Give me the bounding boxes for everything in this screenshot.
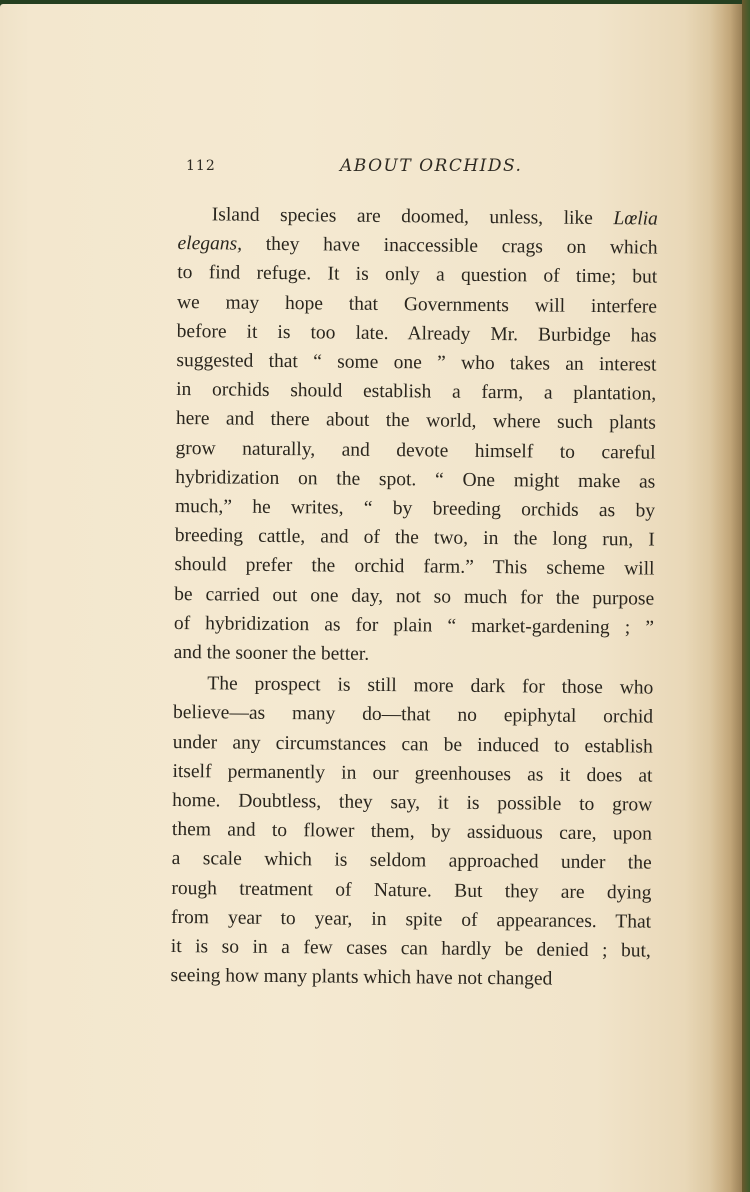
text-line xyxy=(174,638,654,672)
book-spine xyxy=(742,0,750,1192)
italic-text: elegans, xyxy=(177,233,243,255)
text-line xyxy=(175,463,655,497)
text-line xyxy=(174,550,654,584)
text-line xyxy=(172,757,652,791)
page-number: 112 xyxy=(186,158,216,174)
text-line xyxy=(171,903,651,937)
line-text: be carried out one day, not so much for the purpose xyxy=(174,583,655,610)
text-line xyxy=(172,815,652,849)
page-header xyxy=(180,156,660,186)
text-line xyxy=(177,229,657,263)
line-text: grow naturally, and devote himself to careful xyxy=(175,437,656,464)
line-text: them and to flower them, by assiduous care, upon xyxy=(171,819,653,845)
line-text: before it is too late. Already Mr. Burbidge has xyxy=(176,320,657,347)
line-text: breeding cattle, and of the two, in the long run, I xyxy=(174,525,655,551)
text-line xyxy=(175,434,655,468)
text-line xyxy=(172,786,652,820)
line-text: itself permanently in our greenhouses as it does at xyxy=(172,760,653,787)
line-text: in orchids should establish a farm, a plantation, xyxy=(176,379,657,405)
text-line xyxy=(177,317,657,351)
paragraph-2 xyxy=(170,669,653,995)
line-text: it is so in a few cases can hardly be denied ; but, xyxy=(170,936,651,962)
running-head: ABOUT ORCHIDS. xyxy=(340,156,523,176)
text-line xyxy=(175,492,655,526)
line-text: of hybridization as for plain “ market-gardening ; ” xyxy=(173,612,655,639)
paragraph-1 xyxy=(174,200,658,672)
text-line xyxy=(173,669,653,703)
line-text: The prospect is still more dark for those who xyxy=(207,673,654,699)
text-line xyxy=(177,258,657,292)
line-text: we may hope that Governments will interfere xyxy=(176,291,658,318)
text-line xyxy=(174,580,654,614)
line-text: should prefer the orchid farm.” This scheme will xyxy=(174,554,655,581)
text-line xyxy=(173,728,653,762)
line-text: seeing how many plants which have not changed xyxy=(170,965,553,990)
body-text xyxy=(170,200,658,995)
line-text: suggested that “ some one ” who takes an interest xyxy=(176,350,657,376)
paper-page xyxy=(0,4,744,1192)
text-line xyxy=(176,346,656,380)
line-text: home. Doubtless, they say, it is possible to grow xyxy=(172,790,653,816)
line-text: and the sooner the better. xyxy=(173,642,370,665)
line-text: they have inaccessible crags on which xyxy=(241,233,658,259)
line-text: under any circumstances can be induced to establish xyxy=(172,731,653,758)
line-text: much,” he writes, “ by breeding orchids as by xyxy=(174,496,656,522)
line-text: hybridization on the spot. “ One might make as xyxy=(175,466,656,493)
text-line xyxy=(172,844,652,878)
text-line xyxy=(171,874,651,908)
line-text: a scale which is seldom approached under the xyxy=(171,848,652,875)
text-line xyxy=(173,698,653,732)
text-line xyxy=(171,932,651,966)
page-edge-shadow xyxy=(710,4,744,1192)
text-line xyxy=(176,375,656,409)
text-line xyxy=(174,609,654,643)
line-text: here and there about the world, where such plants xyxy=(175,408,656,435)
line-text: Island species are doomed, unless, like xyxy=(211,204,614,230)
text-line xyxy=(170,961,650,995)
text-line xyxy=(175,521,655,555)
line-text: to find refuge. It is only a question of time; but xyxy=(177,262,658,289)
line-text: rough treatment of Nature. But they are dying xyxy=(171,877,652,904)
text-line xyxy=(177,288,657,322)
line-text: believe—as many do—that no epiphytal orchid xyxy=(172,702,654,729)
line-text: from year to year, in spite of appearances. That xyxy=(171,906,652,933)
italic-text: Lœlia xyxy=(613,208,658,230)
text-line xyxy=(178,200,658,234)
text-line xyxy=(176,404,656,438)
